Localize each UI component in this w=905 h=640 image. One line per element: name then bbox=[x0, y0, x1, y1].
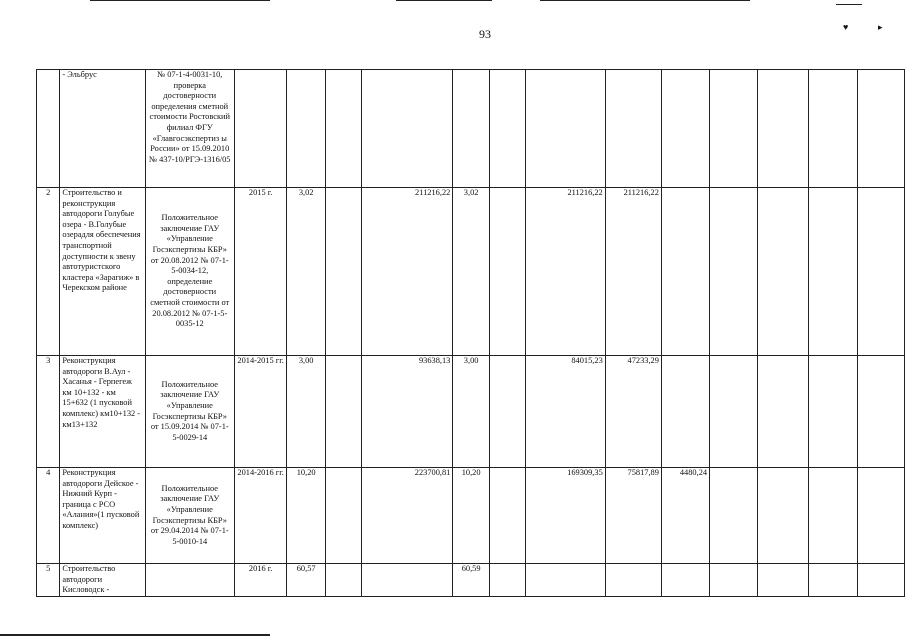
cell-empty bbox=[857, 564, 904, 597]
scan-line-top-1 bbox=[90, 0, 270, 1]
cell-total: 169309,35 bbox=[526, 468, 606, 564]
cell-empty bbox=[857, 356, 904, 468]
cell-empty bbox=[808, 468, 857, 564]
cell-empty bbox=[758, 564, 809, 597]
object-name: Реконструкция автодороги В.Аул - Хасанья - Герпегеж км 10+132 - км 15+632 (1 пусковой комплекс) км10+132 - км13+132 bbox=[60, 356, 145, 468]
row-number: 4 bbox=[37, 468, 60, 564]
cell-cost: 93638,13 bbox=[362, 356, 453, 468]
cell-capacity bbox=[287, 70, 325, 188]
object-name: Строительство автодороги Кисловодск - bbox=[60, 564, 145, 597]
cell-total: 211216,22 bbox=[526, 188, 606, 356]
scan-mark-right: ♥ bbox=[843, 22, 849, 32]
cell-capacity-2 bbox=[453, 70, 490, 188]
object-name: - Эльбрус bbox=[60, 70, 145, 188]
period: 2016 г. bbox=[234, 564, 287, 597]
page-number: 93 bbox=[479, 27, 491, 41]
cell-total bbox=[526, 564, 606, 597]
cell-year-2 bbox=[661, 356, 709, 468]
cell-total bbox=[526, 70, 606, 188]
cell-capacity-2: 10,20 bbox=[453, 468, 490, 564]
row-number: 2 bbox=[37, 188, 60, 356]
cell-year-1: 75817,89 bbox=[605, 468, 661, 564]
cell-empty bbox=[489, 70, 525, 188]
cell-empty bbox=[325, 468, 361, 564]
table-row bbox=[37, 468, 905, 564]
document-table bbox=[36, 69, 905, 597]
table-row bbox=[37, 70, 905, 188]
cell-year-2 bbox=[661, 188, 709, 356]
cell-empty bbox=[710, 564, 758, 597]
cell-empty bbox=[325, 356, 361, 468]
cell-capacity-2: 3,00 bbox=[453, 356, 490, 468]
scan-line-top-2 bbox=[396, 0, 492, 1]
table-row bbox=[37, 188, 905, 356]
cell-empty bbox=[710, 468, 758, 564]
cell-empty bbox=[710, 188, 758, 356]
cell-year-2: 4480,24 bbox=[661, 468, 709, 564]
cell-year-1 bbox=[605, 70, 661, 188]
cell-capacity: 3,02 bbox=[287, 188, 325, 356]
cell-year-1: 47233,29 bbox=[605, 356, 661, 468]
cell-cost bbox=[362, 564, 453, 597]
cell-year-2 bbox=[661, 564, 709, 597]
cell-capacity: 10,20 bbox=[287, 468, 325, 564]
basis-document: Положительное заключение ГАУ «Управление Госэкспертизы КБР» от 15.09.2014 № 07-1-5-0029-14 bbox=[145, 356, 234, 468]
cell-cost: 223700,81 bbox=[362, 468, 453, 564]
scan-line-top-3 bbox=[540, 0, 750, 1]
cell-total: 84015,23 bbox=[526, 356, 606, 468]
row-number bbox=[37, 70, 60, 188]
cell-empty bbox=[325, 188, 361, 356]
cell-empty bbox=[857, 188, 904, 356]
cell-year-2 bbox=[661, 70, 709, 188]
cell-empty bbox=[758, 70, 809, 188]
row-number: 5 bbox=[37, 564, 60, 597]
cell-empty bbox=[325, 564, 361, 597]
cell-cost bbox=[362, 70, 453, 188]
scan-line-top-4 bbox=[836, 4, 862, 5]
cell-empty bbox=[808, 188, 857, 356]
cell-empty bbox=[710, 356, 758, 468]
cell-empty bbox=[808, 70, 857, 188]
cell-empty bbox=[489, 188, 525, 356]
object-name: Реконструкция автодороги Дейское - Нижний Курп - граница с РСО «Алания»(1 пусковой комплекс) bbox=[60, 468, 145, 564]
basis-document: Положительное заключение ГАУ «Управление Госэкспертизы КБР» от 29.04.2014 № 07-1-5-0010-14 bbox=[145, 468, 234, 564]
basis-document: № 07-1-4-0031-10, проверка достоверности определения сметной стоимости Ростовский филиал ФГУ «Главгосэкспертиз ы России» от 15.09.2010 № 437-10/РГЭ-1316/05 bbox=[145, 70, 234, 188]
scan-mark-right-2: ▸ bbox=[878, 22, 883, 32]
cell-empty bbox=[857, 70, 904, 188]
cell-capacity: 3,00 bbox=[287, 356, 325, 468]
cell-empty bbox=[857, 468, 904, 564]
cell-year-1 bbox=[605, 564, 661, 597]
period bbox=[234, 70, 287, 188]
cell-empty bbox=[758, 468, 809, 564]
cell-empty bbox=[758, 356, 809, 468]
cell-empty bbox=[808, 564, 857, 597]
cell-capacity-2: 60,59 bbox=[453, 564, 490, 597]
cell-capacity-2: 3,02 bbox=[453, 188, 490, 356]
cell-empty bbox=[489, 356, 525, 468]
cell-capacity: 60,57 bbox=[287, 564, 325, 597]
cell-empty bbox=[758, 188, 809, 356]
basis-document bbox=[145, 564, 234, 597]
cell-empty bbox=[325, 70, 361, 188]
row-number: 3 bbox=[37, 356, 60, 468]
table-row bbox=[37, 564, 905, 597]
cell-year-1: 211216,22 bbox=[605, 188, 661, 356]
cell-empty bbox=[808, 356, 857, 468]
scan-line-bottom bbox=[0, 634, 270, 636]
table-row bbox=[37, 356, 905, 468]
object-name: Строительство и реконструкция автодороги Голубые озера - В.Голубые озерадля обеспечения транспортной доступности к звену автотуристского кластера «Зарагиж» в Черекском районе bbox=[60, 188, 145, 356]
period: 2014-2015 гг. bbox=[234, 356, 287, 468]
period: 2014-2016 гг. bbox=[234, 468, 287, 564]
basis-document: Положительное заключение ГАУ «Управление Госэкспертизы КБР» от 20.08.2012 № 07-1-5-0034-12, определение достоверности сметной стоимости от 20.08.2012 № 07-1-5-0035-12 bbox=[145, 188, 234, 356]
period: 2015 г. bbox=[234, 188, 287, 356]
cell-empty bbox=[710, 70, 758, 188]
cell-cost: 211216,22 bbox=[362, 188, 453, 356]
cell-empty bbox=[489, 468, 525, 564]
cell-empty bbox=[489, 564, 525, 597]
